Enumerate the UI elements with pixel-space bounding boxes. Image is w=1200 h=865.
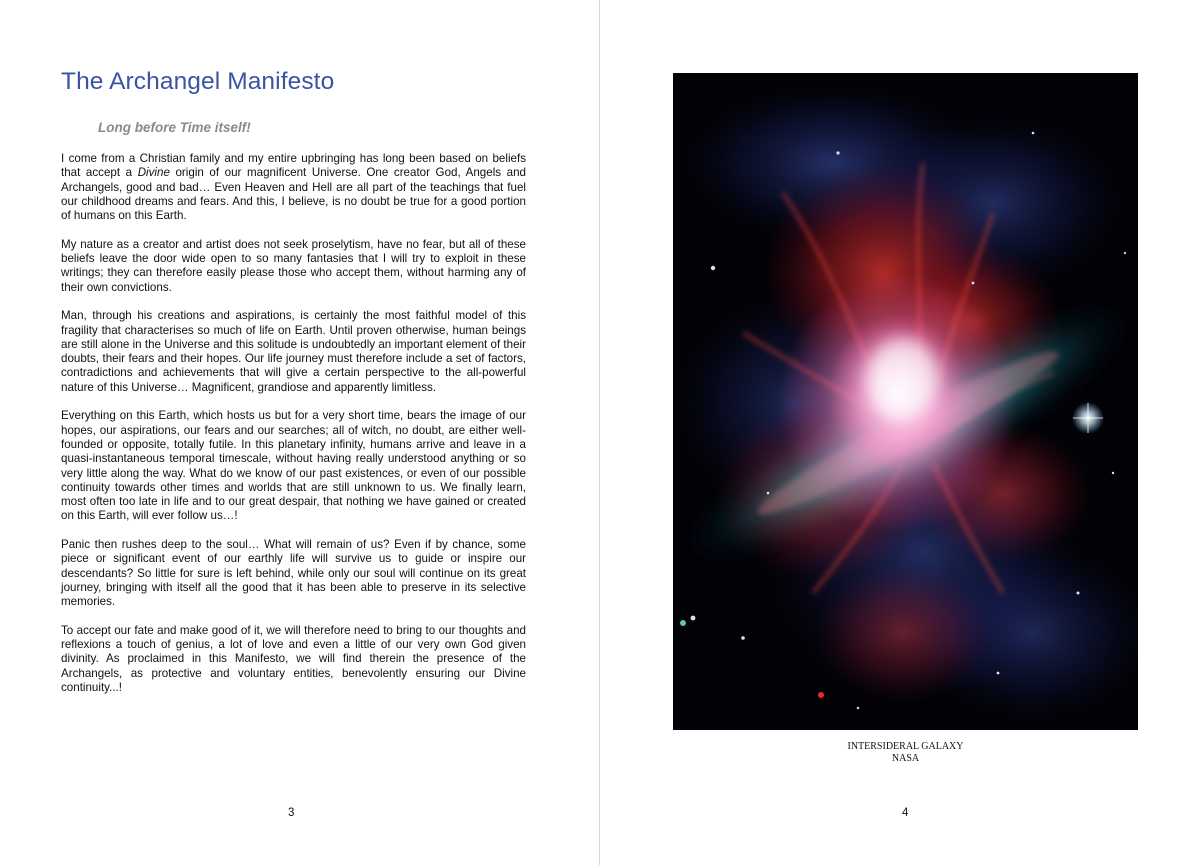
paragraph-1-end: origin of our magnificent Universe. One creator God, Angels and Archangels, good and bad… Even Heaven and Hell are all part of the teachings that fuel our childhood dreams and fears. And this, I believe, is no doubt be true for a good portion of humans on this Earth. [61, 166, 526, 223]
page-number-right: 4 [902, 807, 909, 819]
body-text [61, 152, 526, 710]
paragraph-6: To accept our fate and make good of it, we will therefore need to bring to our thoughts and reflexions a touch of genius, a lot of love and even a little of our very own God given divinity. As proclaimed in this Manifesto, we will find therein the presence of the Archangels, as protective and voluntary entities, benevolently ensuring our Divine continuity...! [61, 623, 526, 694]
paragraph-4: Everything on this Earth, which hosts us but for a very short time, bears the image of our hopes, our aspirations, our fears and our searches; all of witch, no doubt, are either well-founded or opposite, totally futile. In this planetary infinity, humans arrive and leave in a quasi-instantaneous temporal timescale, without having really understood anything or so very little along the way. What do we know of our past existences, or even of our possible continuity towards other times and worlds that are still unknown to us. We finally learn, most often too late in life and to our great despair, that nothing we have gained or created on this Earth, will ever follow us…! [61, 409, 526, 523]
left-page [0, 0, 599, 865]
right-page [600, 0, 1200, 865]
paragraph-2: My nature as a creator and artist does not seek proselytism, have no fear, but all of these beliefs leave the door wide open to so many fantasies that I will try to exploit in these writings; they can therefore easily please those who accept them, without harming any of their own convictions. [61, 237, 526, 294]
caption-title: INTERSIDERAL GALAXY [847, 741, 964, 752]
paragraph-5: Panic then rushes deep to the soul… What will remain of us? Even if by chance, some piece or significant event of our earthly life will survive us to guide or inspire our descendants? So little for sure is left behind, while only our soul will continue on its great journey, bringing with itself all the good that it has been able to preserve in its selective memories. [61, 538, 526, 609]
emphasis-divine: Divine [137, 166, 170, 180]
paragraph-3: Man, through his creations and aspirations, is certainly the most faithful model of this fragility that characterises so much of life on Earth. Until proven otherwise, human beings are still alone in the Universe and this solitude is undoubtedly an important element of their doubts, their fears and their hopes. Our life journey must therefore include a set of factors, contradictions and achievements that will give a certain perspective to the all-powerful nature of this Universe… Magnificent, grandiose and apparently limitless. [61, 309, 526, 394]
page-number-left: 3 [288, 807, 295, 819]
galaxy-photo-icon [673, 73, 1138, 730]
page-subtitle: Long before Time itself! [98, 120, 251, 135]
caption-credit: NASA [891, 752, 920, 764]
galaxy-image [673, 73, 1138, 730]
paragraph-1 [61, 152, 526, 223]
page-title: The Archangel Manifesto [61, 68, 335, 95]
image-caption [673, 741, 1138, 764]
paragraph-1-start: I come from a Christian family and my entire upbringing has long been based on beliefs that accept a [61, 152, 526, 180]
